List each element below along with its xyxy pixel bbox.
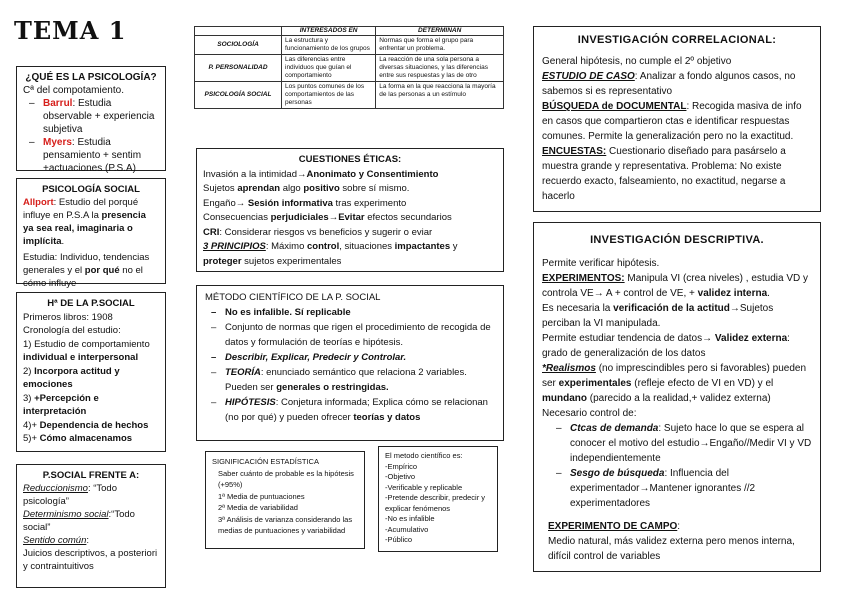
experimentos-d3: . — [767, 288, 770, 299]
experimentos-term: EXPERIMENTOS: — [542, 273, 625, 284]
historia-step5 — [23, 432, 159, 446]
descr-campo-heading — [542, 519, 812, 534]
eticas-l4b: perjudiciales→Evitar — [270, 212, 365, 223]
box-investigacion-correlacional — [533, 26, 821, 212]
experimentos-d1: Manipula VI (crea niveles) , estudia VD y controla VE→ A + control de VE, + — [542, 273, 809, 299]
eticas-l3b: Sesión informativa — [247, 197, 333, 209]
signif-line: 3ª Análisis de varianza considerando las medias de puntuaciones y variabilidad — [218, 514, 353, 535]
realismos-a: (no imprescindibles pero si favorables) pueden ser — [542, 363, 807, 389]
correl-caso — [542, 69, 812, 99]
myers-text: : Estudia pensamiento + sentim +actuaciones (P.S.A) — [43, 137, 142, 174]
metodo-item: – No es infalible. Sí replicable — [205, 305, 495, 320]
psicologia-barrul — [23, 97, 159, 136]
determinismo-def: :“Todo social” — [23, 509, 135, 533]
step5-b: Cómo almacenamos — [39, 433, 133, 444]
necesaria-a: Es necesaria la — [542, 303, 614, 314]
box-investigacion-descriptiva — [533, 222, 821, 572]
realismos-c: (refleje efecto de VI en VD) y el — [631, 378, 774, 389]
sentido-comun-term: Sentido común — [23, 535, 87, 546]
allport-end: . — [61, 236, 65, 247]
signif-line: 2ª Media de variabilidad — [218, 503, 298, 512]
tendencia-a: Permite estudiar tendencia de datos→ — [542, 333, 715, 344]
table-row-label: P. PERSONALIDAD — [195, 55, 282, 82]
step2-a: 2) — [23, 365, 35, 377]
comparison-table — [194, 26, 504, 109]
eticas-line2 — [203, 182, 497, 197]
teoria-term: TEORÍA — [225, 367, 261, 378]
barrul-text: : Estudia observable + experiencia subjetiva — [43, 98, 155, 135]
descr-realismos — [542, 361, 812, 406]
eticas-line5 — [203, 226, 497, 241]
table-row-label: SOCIOLOGÍA — [195, 36, 282, 55]
list-item: -No es infalible — [385, 514, 435, 523]
caso-def: : Analizar a fondo algunos casos, no sabemos si es representativo — [542, 71, 796, 97]
frente-heading: P.SOCIAL FRENTE A: — [42, 470, 140, 481]
necesaria-b: verificación de la actitud — [613, 303, 730, 314]
historia-line1: Primeros libros: 1908 — [23, 311, 113, 323]
table-row-label: PSICOLOGÍA SOCIAL — [195, 82, 282, 109]
frente-reduccionismo — [23, 482, 159, 508]
realismos-term: *Realismos — [542, 363, 596, 374]
step1-b: individual e interpersonal — [23, 352, 139, 363]
eticas-l6d: , situaciones — [339, 241, 395, 252]
allport-name: Allport — [23, 197, 54, 208]
historia-step3 — [23, 392, 159, 419]
correl-busqueda — [542, 99, 812, 144]
table-cell: Las diferencias entre individuos que guían el comportamiento — [282, 55, 376, 82]
box-metodo-cientifico — [196, 285, 504, 441]
determinismo-term: Determinismo social — [23, 509, 109, 520]
eticas-l4a: Consecuencias — [203, 212, 271, 223]
psicologia-heading: ¿QUÉ ES LA PSICOLOGÍA? — [25, 72, 157, 83]
descr-heading: INVESTIGACIÓN DESCRIPTIVA. — [590, 234, 764, 246]
estudia-b: por qué — [84, 265, 120, 276]
correl-line1: General hipótesis, no cumple el 2º objetivo — [542, 56, 732, 67]
eticas-l1b: Anonimato y Consentimiento — [306, 168, 439, 180]
eticas-l6e: impactantes — [394, 241, 451, 252]
signif-line: Saber cuánto de probable es la hipótesis (+95%) — [218, 468, 354, 489]
eticas-line1 — [203, 168, 497, 183]
box-metodo-caracteristicas — [378, 446, 498, 552]
hipotesis-term: HIPÓTESIS — [225, 397, 276, 408]
eticas-l2e: sobre sí mismo. — [339, 183, 410, 194]
caso-term: ESTUDIO DE CASO — [542, 71, 635, 82]
table-row — [195, 36, 504, 55]
barrul-name: Barrul — [43, 98, 73, 109]
demanda-term: Ctcas de demanda — [570, 423, 659, 434]
control-item-demanda — [550, 421, 812, 466]
box-significacion-estadistica — [205, 451, 365, 549]
eticas-l6g: proteger — [203, 255, 242, 267]
table-col-interesados: INTERESADOS EN — [282, 27, 376, 36]
signif-body — [212, 468, 358, 537]
historia-step2 — [23, 365, 159, 392]
table-cell: Normas que forma el grupo para enfrentar un problema. — [376, 36, 504, 55]
eticas-l4c: efectos secundarios — [364, 212, 452, 223]
social-estudia — [23, 251, 159, 290]
eticas-line3 — [203, 197, 497, 212]
sesgo-def: : Influencia del experimentador→Mantener ignorantes //2 experimentadores — [570, 468, 756, 509]
table-row — [195, 55, 504, 82]
table-cell: La reacción de una sola persona a diversas situaciones, y las diferencias entre sus respuestas y las de otro — [376, 55, 504, 82]
psicologia-definition: Cª del compotamiento. — [23, 85, 124, 96]
list-item: -Acumulativo — [385, 524, 429, 534]
historia-line2: Cronología del estudio: — [23, 325, 121, 336]
table-header-row — [195, 27, 504, 36]
busqueda-term: BÚSQUEDA de DOCUMENTAL — [542, 101, 687, 112]
signif-line: 1ª Media de puntuaciones — [218, 491, 305, 501]
eticas-l6h: sujetos experimentales — [241, 255, 342, 267]
eticas-l3c: tras experimento — [332, 197, 407, 209]
historia-step4 — [23, 419, 159, 433]
step4-b: Dependencia de hechos — [39, 419, 149, 431]
metodo-item: – Conjunto de normas que rigen el procedimiento de recogida de datos y formulación de teorías e hipótesis. — [205, 320, 495, 350]
estudia-c: no el cómo influye — [23, 265, 143, 289]
realismos-b: experimentales — [558, 378, 632, 389]
tendencia-b: Validez externa — [714, 333, 788, 344]
demanda-def: : Sujeto hace lo que se espera al conocer el motivo del estudio→Engaño//Medir VI y VD independientemente — [570, 423, 812, 464]
list-item: -Pretende describir, predecir y explicar fenómenos — [385, 493, 486, 513]
realismos-e: (parecido a la realidad,+ validez externa) — [587, 393, 771, 404]
descr-campo-def: Medio natural, más validez externa pero menos interna, difícil control de variables — [548, 536, 795, 562]
step5-a: 5)+ — [23, 433, 40, 444]
eticas-l2b: aprendan — [237, 183, 281, 194]
eticas-l6c: control — [307, 241, 340, 252]
social-heading: PSICOLOGÍA SOCIAL — [42, 184, 140, 195]
myers-name: Myers — [43, 137, 72, 148]
eticas-l2a: Sujetos — [203, 183, 238, 194]
eticas-heading: CUESTIONES ÉTICAS: — [298, 154, 402, 165]
box-que-es-psicologia — [16, 66, 166, 174]
box-cuestiones-eticas — [196, 148, 504, 272]
step3-b: +Percepción e interpretación — [23, 392, 99, 417]
descr-experimentos — [542, 271, 812, 301]
metodo-item — [205, 395, 495, 425]
encuestas-def: Cuestionario diseñado para pasárselo a muestra grande y representativa. Problema: No existe recuerdo exacto, falseamiento, no exactitud, negarse a hacerlo — [542, 146, 786, 202]
box-historia — [16, 292, 166, 452]
campo-term: EXPERIMENTO DE CAMPO — [548, 521, 678, 532]
allport-text: : Estudio del porqué influye en P.S.A la — [23, 197, 139, 221]
eticas-l1a: Invasión a la intimidad→ — [203, 168, 307, 180]
descr-control: Necesario control de: — [542, 408, 637, 419]
metodo-item — [205, 365, 495, 395]
correl-encuestas — [542, 144, 812, 204]
eticas-l2c: algo — [280, 183, 304, 194]
hipotesis-def: : Conjetura informada; Explica cómo se relacionan (no por qué) y pueden ofrecer — [225, 397, 488, 423]
eticas-l3a: Engaño→ — [203, 197, 248, 209]
allport-bold: presencia ya sea real, imaginaria o implícita — [23, 210, 146, 247]
sentido-comun-desc: Juicios descriptivos, a posteriori y contraintuitivos — [23, 548, 158, 572]
table-col-determinan: DETERMINAN — [376, 27, 504, 36]
table-corner — [195, 27, 282, 36]
metodo-item: – Describir, Explicar, Predecir y Controlar. — [205, 350, 495, 365]
campo-colon: : — [677, 521, 681, 532]
realismos-d: mundano — [542, 393, 587, 404]
descr-line1: Permite verificar hipótesis. — [542, 258, 660, 269]
metodo2-heading: El metodo científico es: — [385, 451, 463, 460]
step2-b: Incorpora actitud y emociones — [23, 365, 120, 390]
estudia-a: Estudia: Individuo, tendencias generales y el — [23, 252, 150, 276]
historia-step1 — [23, 338, 159, 365]
box-psicologia-social — [16, 178, 166, 289]
table-cell: Los puntos comunes de los comportamientos de las personas — [282, 82, 376, 109]
eticas-l5a: CRI — [203, 226, 220, 238]
eticas-l2d: positivo — [303, 183, 340, 194]
box-frente-a — [16, 464, 166, 588]
reduccionismo-term: Reduccionismo — [23, 483, 88, 494]
social-allport — [23, 196, 159, 248]
busqueda-def: : Recogida masiva de info en casos que compartieron ctas e identificar respuestas comunes. Permite la generalización pero no la exactitud. — [542, 101, 802, 142]
metodo-heading: MÉTODO CIENTÍFICO DE LA P. SOCIAL — [205, 292, 381, 303]
step4-a: 4)+ — [23, 419, 40, 431]
table-cell: La forma en la que reacciona la mayoría de las personas a un estímulo — [376, 82, 504, 109]
historia-heading: Hª DE LA P.SOCIAL — [47, 298, 135, 309]
eticas-line4 — [203, 211, 497, 226]
reduccionismo-def: : “Todo psicología” — [23, 483, 117, 507]
signif-heading: SIGNIFICACIÓN ESTADÍSTICA — [212, 457, 319, 466]
list-item: -Verificable y replicable — [385, 482, 463, 492]
list-item: -Público — [385, 535, 413, 544]
eticas-l5b: : Considerar riesgos vs beneficios y sugerir o eviar — [219, 226, 433, 238]
teoria-bold: generales o restringidas. — [276, 382, 389, 393]
psicologia-myers — [23, 136, 159, 175]
descr-tendencia — [542, 331, 812, 361]
frente-determinismo — [23, 508, 159, 534]
list-item: -Empírico — [385, 461, 418, 471]
list-item: -Objetivo — [385, 472, 416, 481]
frente-sentido-comun — [23, 534, 159, 547]
step1-a: 1) Estudio de comportamiento — [23, 338, 150, 350]
teoria-def: : enunciado semántico que relaciona 2 variables. Pueden ser — [225, 367, 467, 393]
table-row — [195, 82, 504, 109]
encuestas-term: ENCUESTAS: — [542, 146, 607, 157]
tendencia-c: : grado de generalización de los datos — [542, 333, 790, 359]
eticas-l6a: 3 PRINCIPIOS — [203, 241, 266, 252]
sesgo-term: Sesgo de búsqueda — [570, 468, 665, 479]
sentido-comun-colon: : — [86, 535, 90, 546]
step3-a: 3) — [23, 392, 35, 404]
eticas-l6f: y — [450, 241, 458, 252]
eticas-line6 — [203, 240, 497, 269]
table-cell: La estructura y funcionamiento de los grupos — [282, 36, 376, 55]
correl-heading: INVESTIGACIÓN CORRELACIONAL: — [577, 34, 777, 46]
necesaria-c: →Sujetos perciban la VI manipulada. — [542, 303, 774, 329]
page-title: TEMA 1 — [14, 16, 127, 45]
eticas-l6b: : Máximo — [265, 241, 308, 252]
control-item-sesgo — [550, 466, 812, 511]
experimentos-d2: validez interna — [697, 288, 768, 299]
descr-necesaria — [542, 301, 812, 331]
hipotesis-bold: teorías y datos — [353, 412, 421, 423]
